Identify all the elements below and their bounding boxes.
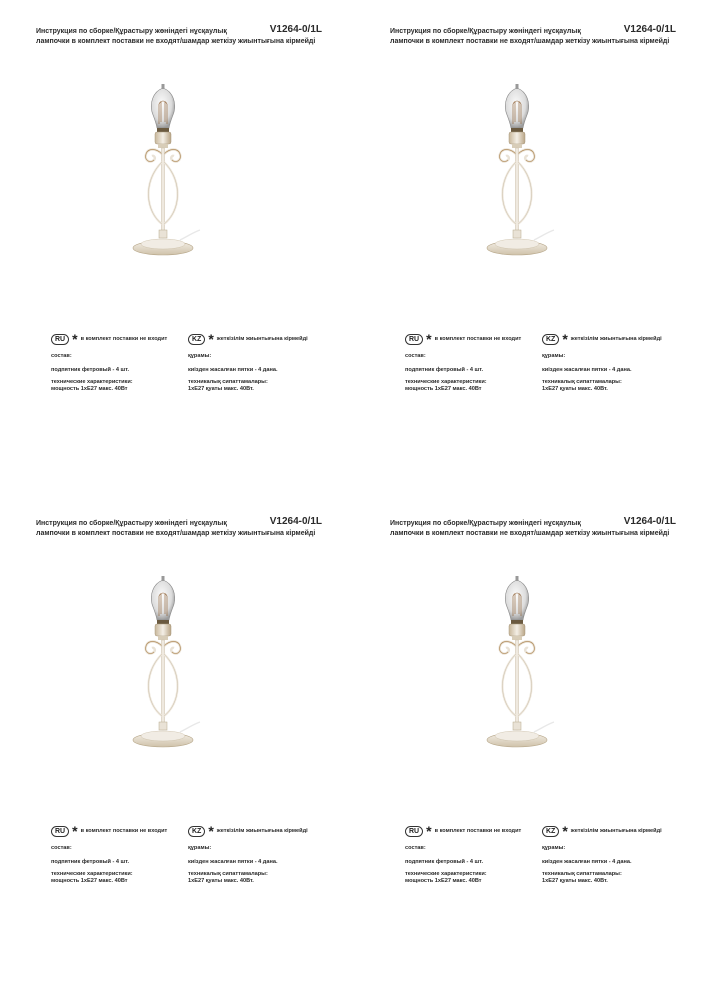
ru-note: в комплект поставки не входит bbox=[80, 828, 168, 834]
table-lamp-illustration bbox=[128, 82, 208, 264]
kz-composition-item: киізден жасалған пятки - 4 дана. bbox=[188, 367, 278, 373]
ru-badge: RU bbox=[51, 334, 69, 345]
kz-note-row bbox=[188, 332, 308, 346]
kz-spec bbox=[542, 845, 632, 885]
kz-composition-label: құрамы: bbox=[188, 845, 212, 851]
ru-note: в комплект поставки не входит bbox=[434, 828, 522, 834]
sheet-subtitle: лампочки в комплект поставки не входят/шамдар жеткізу жиынтығына кірмейді bbox=[390, 530, 670, 537]
ru-composition-item: подпятник фетровый - 4 шт. bbox=[405, 367, 484, 373]
kz-tech-label: техникалық сипаттамалары: bbox=[542, 379, 622, 385]
ru-composition-item: подпятник фетровый - 4 шт. bbox=[405, 859, 484, 865]
ru-note: в комплект поставки не входит bbox=[80, 336, 168, 342]
kz-composition-item: киізден жасалған пятки - 4 дана. bbox=[542, 859, 632, 865]
ru-composition-label: состав: bbox=[405, 353, 426, 359]
ru-spec bbox=[51, 353, 133, 393]
sheet-header bbox=[390, 516, 682, 539]
kz-note: жеткізілім жиынтығына кірмейді bbox=[216, 828, 308, 834]
ru-tech-value: мощность 1xE27 макс. 40Вт bbox=[51, 878, 128, 884]
instruction-sheet bbox=[0, 492, 350, 987]
kz-note-row bbox=[542, 332, 662, 346]
ru-tech-value: мощность 1xE27 макс. 40Вт bbox=[405, 386, 482, 392]
asterisk-icon: * bbox=[562, 823, 568, 839]
ru-composition-label: состав: bbox=[51, 845, 72, 851]
sheet-title: Инструкция по сборке/Құрастыру жөніндегі нұсқаулық bbox=[36, 28, 227, 35]
kz-composition-label: құрамы: bbox=[542, 845, 566, 851]
sheet-header bbox=[390, 24, 682, 47]
model-number: V1264-0/1L bbox=[269, 24, 322, 35]
asterisk-icon: * bbox=[72, 331, 78, 347]
sheet-subtitle: лампочки в комплект поставки не входят/шамдар жеткізу жиынтығына кірмейді bbox=[390, 38, 670, 45]
kz-tech-value: 1xE27 қуаты макс. 40Вт. bbox=[542, 386, 608, 392]
asterisk-icon: * bbox=[208, 823, 214, 839]
asterisk-icon: * bbox=[426, 823, 432, 839]
model-number: V1264-0/1L bbox=[623, 516, 676, 527]
sheet-subtitle: лампочки в комплект поставки не входят/шамдар жеткізу жиынтығына кірмейді bbox=[36, 530, 316, 537]
kz-composition-label: құрамы: bbox=[188, 353, 212, 359]
sheet-header bbox=[36, 516, 328, 539]
kz-tech-label: техникалық сипаттамалары: bbox=[542, 871, 622, 877]
ru-spec bbox=[405, 845, 487, 885]
ru-tech-value: мощность 1xE27 макс. 40Вт bbox=[51, 386, 128, 392]
kz-spec bbox=[542, 353, 632, 393]
ru-note-row bbox=[405, 824, 521, 838]
kz-badge: KZ bbox=[188, 334, 205, 345]
kz-tech-label: техникалық сипаттамалары: bbox=[188, 379, 268, 385]
ru-spec bbox=[51, 845, 133, 885]
kz-tech-label: техникалық сипаттамалары: bbox=[188, 871, 268, 877]
ru-tech-label: технические характеристики: bbox=[405, 871, 487, 877]
ru-note-row bbox=[405, 332, 521, 346]
ru-composition-item: подпятник фетровый - 4 шт. bbox=[51, 367, 130, 373]
kz-badge: KZ bbox=[542, 334, 559, 345]
kz-tech-value: 1xE27 қуаты макс. 40Вт. bbox=[542, 878, 608, 884]
ru-badge: RU bbox=[405, 334, 423, 345]
sheet-subtitle: лампочки в комплект поставки не входят/шамдар жеткізу жиынтығына кірмейді bbox=[36, 38, 316, 45]
kz-tech-value: 1xE27 қуаты макс. 40Вт. bbox=[188, 386, 254, 392]
sheet-header bbox=[36, 24, 328, 47]
ru-tech-label: технические характеристики: bbox=[51, 379, 133, 385]
instruction-sheet bbox=[354, 0, 704, 495]
ru-note-row bbox=[51, 332, 167, 346]
kz-composition-item: киізден жасалған пятки - 4 дана. bbox=[188, 859, 278, 865]
kz-note-row bbox=[188, 824, 308, 838]
kz-note-row bbox=[542, 824, 662, 838]
table-lamp-illustration bbox=[482, 82, 562, 264]
kz-note: жеткізілім жиынтығына кірмейді bbox=[570, 336, 662, 342]
ru-note-row bbox=[51, 824, 167, 838]
kz-note: жеткізілім жиынтығына кірмейді bbox=[570, 828, 662, 834]
instruction-sheet bbox=[354, 492, 704, 987]
asterisk-icon: * bbox=[208, 331, 214, 347]
asterisk-icon: * bbox=[562, 331, 568, 347]
ru-spec bbox=[405, 353, 487, 393]
instruction-sheet bbox=[0, 0, 350, 495]
model-number: V1264-0/1L bbox=[269, 516, 322, 527]
ru-tech-value: мощность 1xE27 макс. 40Вт bbox=[405, 878, 482, 884]
ru-composition-label: состав: bbox=[405, 845, 426, 851]
sheet-title: Инструкция по сборке/Құрастыру жөніндегі нұсқаулық bbox=[390, 520, 581, 527]
ru-badge: RU bbox=[405, 826, 423, 837]
model-number: V1264-0/1L bbox=[623, 24, 676, 35]
kz-spec bbox=[188, 353, 278, 393]
kz-composition-item: киізден жасалған пятки - 4 дана. bbox=[542, 367, 632, 373]
sheet-title: Инструкция по сборке/Құрастыру жөніндегі нұсқаулық bbox=[390, 28, 581, 35]
ru-tech-label: технические характеристики: bbox=[405, 379, 487, 385]
sheet-title: Инструкция по сборке/Құрастыру жөніндегі нұсқаулық bbox=[36, 520, 227, 527]
ru-tech-label: технические характеристики: bbox=[51, 871, 133, 877]
table-lamp-illustration bbox=[482, 574, 562, 756]
ru-composition-label: состав: bbox=[51, 353, 72, 359]
asterisk-icon: * bbox=[426, 331, 432, 347]
kz-note: жеткізілім жиынтығына кірмейді bbox=[216, 336, 308, 342]
kz-spec bbox=[188, 845, 278, 885]
kz-composition-label: құрамы: bbox=[542, 353, 566, 359]
kz-tech-value: 1xE27 қуаты макс. 40Вт. bbox=[188, 878, 254, 884]
kz-badge: KZ bbox=[188, 826, 205, 837]
kz-badge: KZ bbox=[542, 826, 559, 837]
ru-composition-item: подпятник фетровый - 4 шт. bbox=[51, 859, 130, 865]
ru-note: в комплект поставки не входит bbox=[434, 336, 522, 342]
asterisk-icon: * bbox=[72, 823, 78, 839]
table-lamp-illustration bbox=[128, 574, 208, 756]
ru-badge: RU bbox=[51, 826, 69, 837]
